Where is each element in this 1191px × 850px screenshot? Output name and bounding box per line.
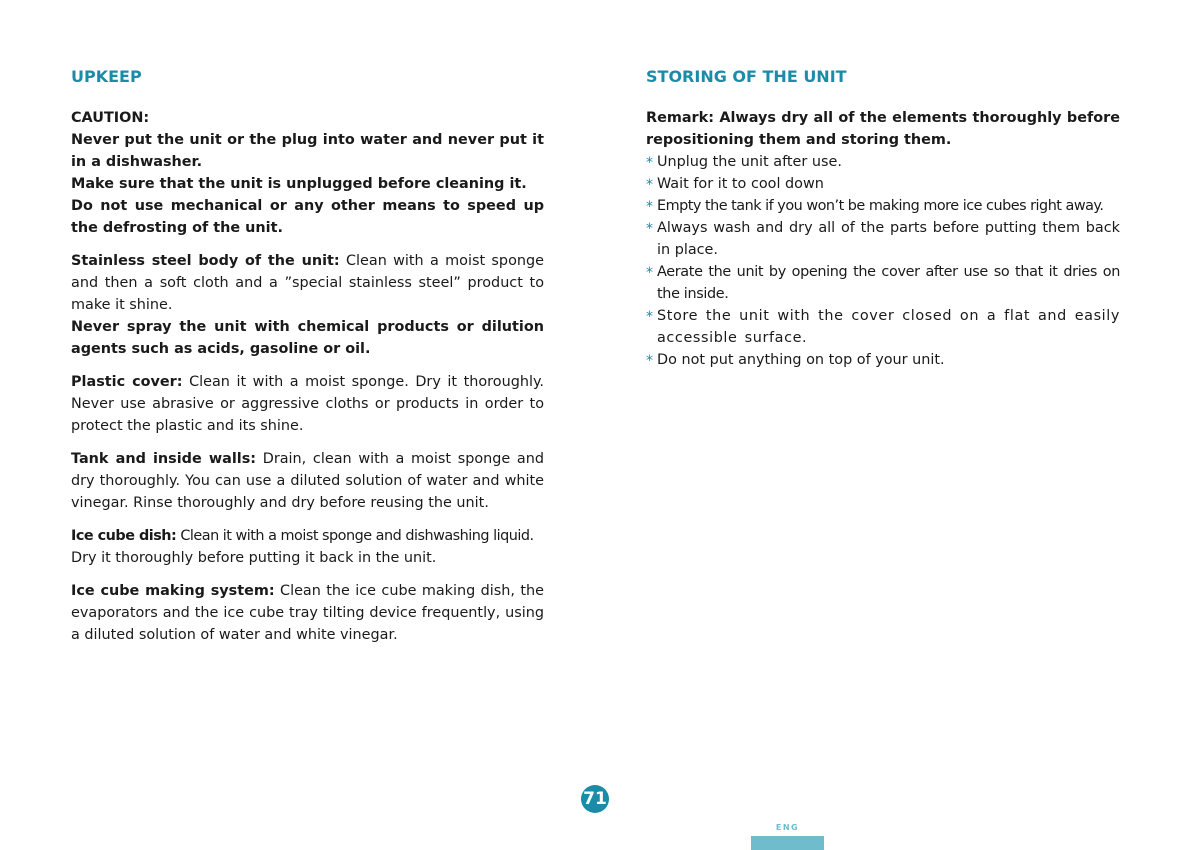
language-tab-bar [751,836,824,850]
asterisk-icon: * [646,309,654,325]
list-item: * Aerate the unit by opening the cover after use so that it dries on the inside. [646,261,1120,305]
plastic-text: Clean it with a moist sponge. Dry it thoroughly. Never use abrasive or aggressive cloths or products in order to protect the plastic and its shine. [71,374,544,434]
system-label: Ice cube making system: [71,583,275,599]
stainless-text: Clean with a moist sponge and then a soft cloth and a ”special stainless steel” product to make it shine. [71,253,544,313]
storing-section [646,66,1120,371]
caution-title: CAUTION: [71,110,150,126]
list-item: * Empty the tank if you won’t be making more ice cubes right away. [646,195,1120,217]
list-item: * Store the unit with the cover closed on a flat and easily accessible surface. [646,305,1120,349]
list-item: * Do not put anything on top of your unit. [646,349,1120,371]
tank-paragraph [71,448,544,514]
caution-line-unplug: Make sure that the unit is unplugged before cleaning it. [71,176,527,192]
dish-text: Clean it with a moist sponge and dishwashing liquid. [176,528,534,544]
page-number: 71 [581,785,609,813]
ice-cube-system-paragraph [71,580,544,646]
stainless-label: Stainless steel body of the unit: [71,253,340,269]
storing-remark: Remark: Always dry all of the elements thoroughly before repositioning them and storing them. [646,110,1120,148]
asterisk-icon: * [646,265,653,281]
dish-text-2: Dry it thoroughly before putting it back in the unit. [71,550,437,566]
language-label: ENG [775,823,800,832]
asterisk-icon: * [646,199,653,215]
caution-block [71,107,544,239]
list-item: * Always wash and dry all of the parts before putting them back in place. [646,217,1120,261]
asterisk-icon: * [646,177,653,193]
storing-heading: STORING OF THE UNIT [646,67,847,86]
stainless-warning: Never spray the unit with chemical products or dilution agents such as acids, gasoline or oil. [71,319,544,357]
asterisk-icon: * [646,353,653,369]
tank-text: Drain, clean with a moist sponge and dry thoroughly. You can use a diluted solution of water and white vinegar. Rinse thoroughly and dry before reusing the unit. [71,451,544,511]
tank-label: Tank and inside walls: [71,451,257,467]
dish-label: Ice cube dish: [71,528,177,544]
upkeep-heading: UPKEEP [71,67,142,86]
system-text: Clean the ice cube making dish, the evaporators and the ice cube tray tilting device frequently, using a diluted solution of water and white vinegar. [71,583,544,643]
plastic-cover-paragraph [71,371,544,437]
stainless-steel-paragraph [71,250,544,360]
caution-line-defrost: Do not use mechanical or any other means to speed up the defrosting of the unit. [71,198,544,236]
ice-cube-dish-paragraph [71,525,544,569]
upkeep-section [71,66,544,657]
plastic-label: Plastic cover: [71,374,183,390]
asterisk-icon: * [646,221,653,237]
list-item: * Wait for it to cool down [646,173,1120,195]
list-item: * Unplug the unit after use. [646,151,1120,173]
caution-line-water: Never put the unit or the plug into water and never put it in a dishwasher. [71,132,544,170]
storing-list [646,151,1120,371]
asterisk-icon: * [646,155,653,171]
